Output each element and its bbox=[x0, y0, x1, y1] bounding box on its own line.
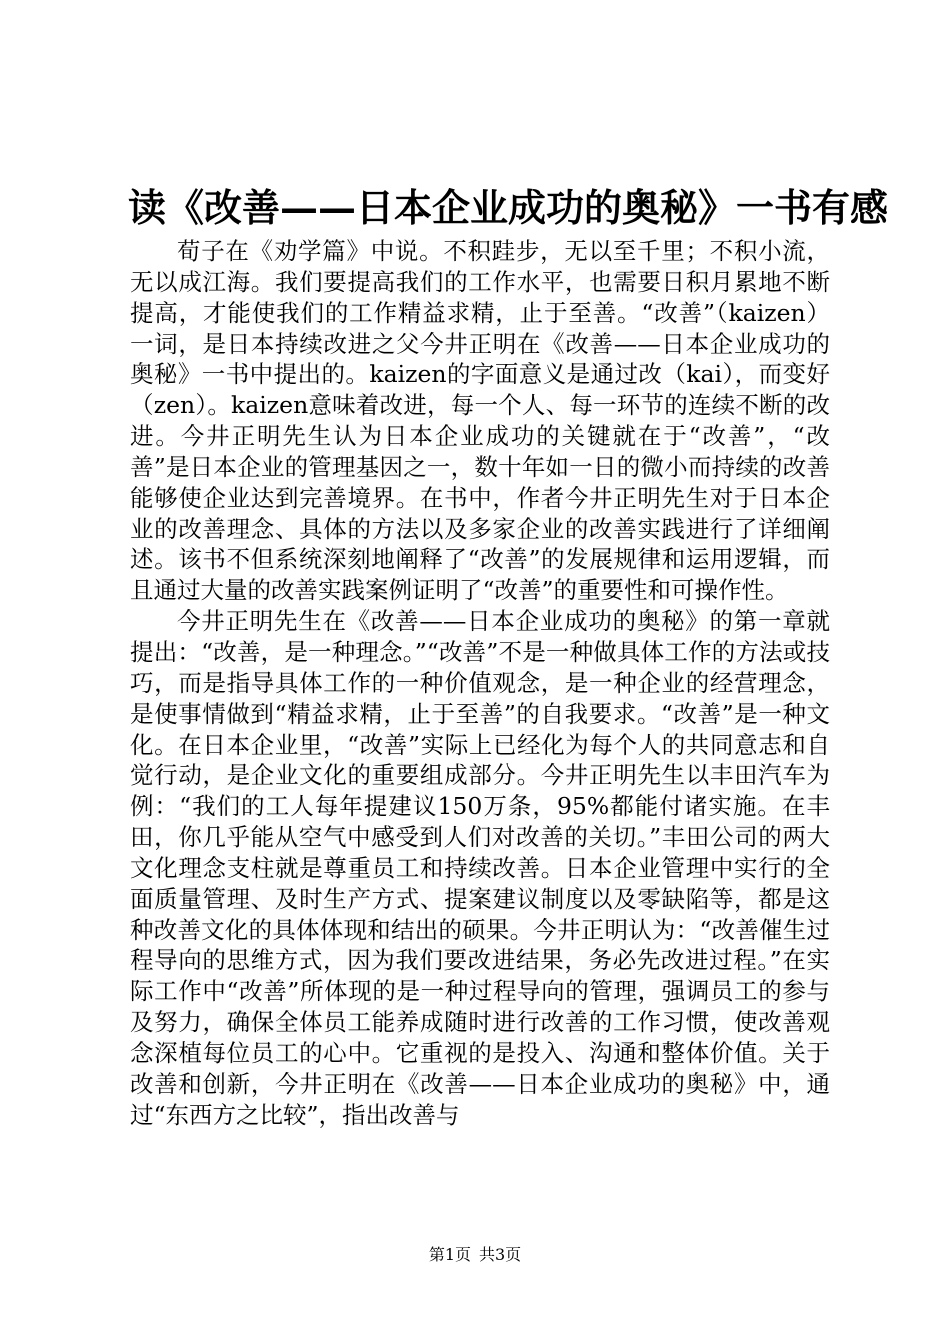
paragraph-2: 今井正明先生在《改善——日本企业成功的奥秘》的第一章就提出：“改善，是一种理念。”“改善”不是一种做具体工作的方法或技巧，而是指导具体工作的一种价值观念，是一种企业的经营理念，是使事情做到“精益求精，止于至善”的自我要求。“改善”是一种文化。在日本企业里，“改善”实际上已经化为每个人的共同意志和自觉行动，是企业文化的重要组成部分。今井正明先生以丰田汽车为例：“我们的工人每年提建议150万条，95%都能付诸实施。在丰田，你几乎能从空气中感受到人们对改善的关切。”丰田公司的两大文化理念支柱就是尊重员工和持续改善。日本企业管理中实行的全面质量管理、及时生产方式、提案建议制度以及零缺陷等，都是这种改善文化的具体体现和结出的硕果。今井正明认为：“改善催生过程导向的思维方式，因为我们要改进结果，务必先改进过程。”在实际工作中“改善”所体现的是一种过程导向的管理，强调员工的参与及努力，确保全体员工能养成随时进行改善的工作习惯，使改善观念深植每位员工的心中。它重视的是投入、沟通和整体价值。关于改善和创新，今井正明在《改善——日本企业成功的奥秘》中，通过“东西方之比较”，指出改善与 bbox=[130, 607, 830, 1129]
page-total: 共3页 bbox=[479, 1245, 522, 1264]
document-title: 读《改善——日本企业成功的奥秘》一书有感 bbox=[128, 185, 889, 230]
paragraph-1: 荀子在《劝学篇》中说。不积跬步，无以至千里；不积小流，无以成江海。我们要提高我们的工作水平，也需要日积月累地不断提高，才能使我们的工作精益求精，止于至善。“改善”（kaizen）一词，是日本持续改进之父今井正明在《改善——日本企业成功的奥秘》一书中提出的。kaizen的字面意义是通过改（kai），而变好（zen）。kaizen意味着改进，每一个人、每一环节的连续不断的改进。今井正明先生认为日本企业成功的关键就在于“改善”，“改善”是日本企业的管理基因之一，数十年如一日的微小而持续的改善能够使企业达到完善境界。在书中，作者今井正明先生对于日本企业的改善理念、具体的方法以及多家企业的改善实践进行了详细阐述。该书不但系统深刻地阐释了“改善”的发展规律和运用逻辑，而且通过大量的改善实践案例证明了“改善”的重要性和可操作性。 bbox=[130, 237, 830, 605]
document-body bbox=[130, 236, 830, 1130]
page-footer bbox=[0, 1244, 950, 1266]
page-number: 第1页 bbox=[428, 1245, 471, 1264]
